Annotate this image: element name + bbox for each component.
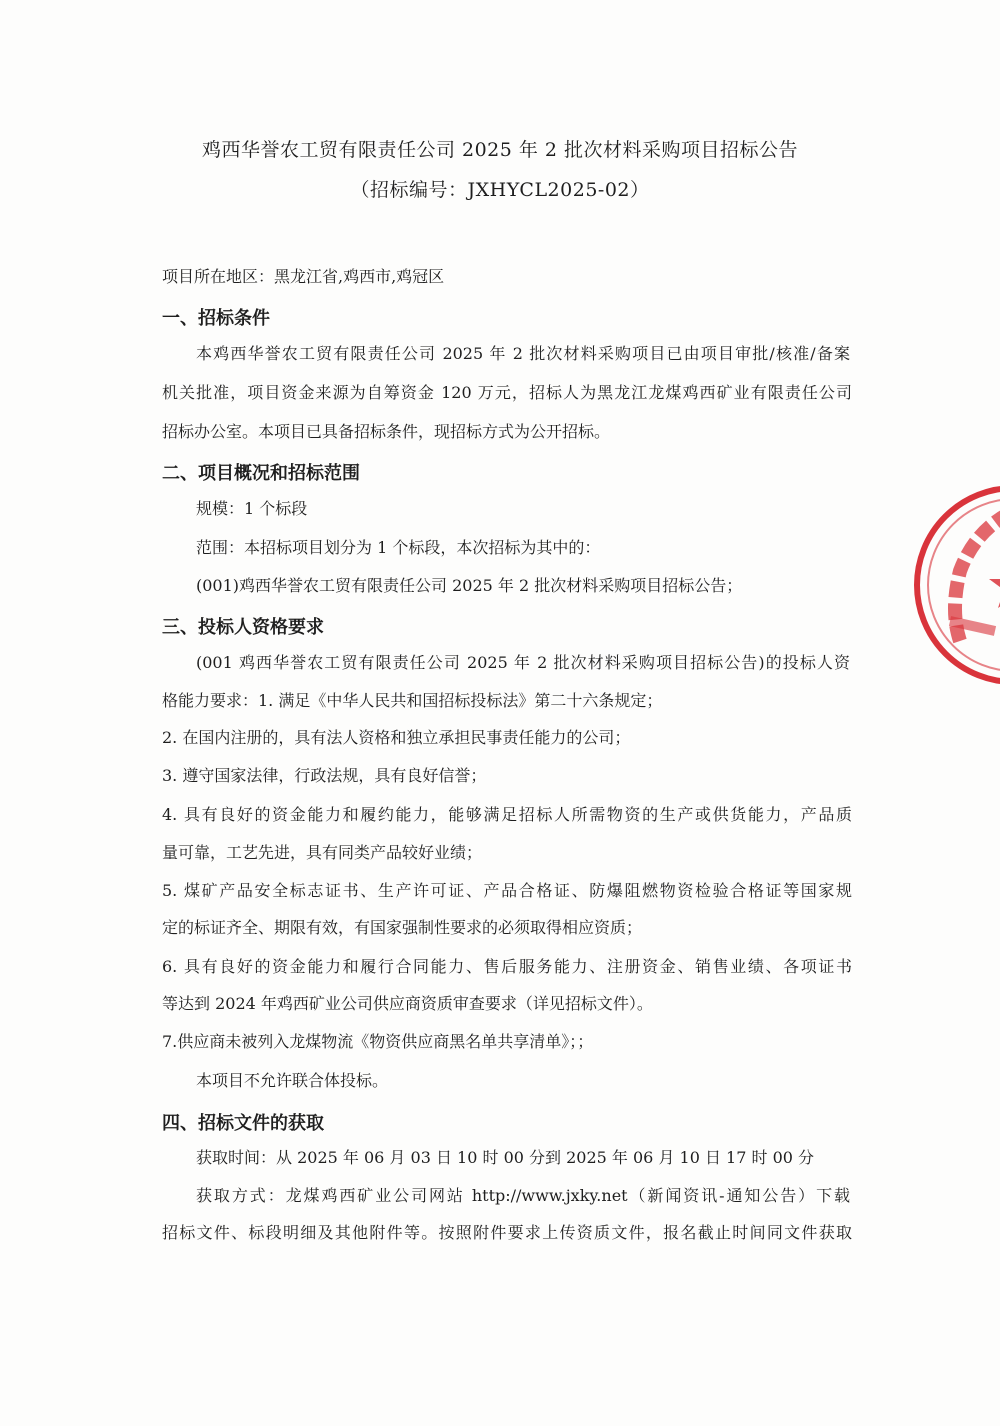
paragraph-line: 获取时间：从 2025 年 06 月 03 日 10 时 00 分到 2025 年 06 月 10 日 17 时 00 分 <box>196 1148 815 1167</box>
paragraph-line: 机关批准，项目资金来源为自筹资金 120 万元，招标人为黑龙江龙煤鸡西矿业有限责任公司 <box>162 383 852 402</box>
paragraph-line: 获取方式：龙煤鸡西矿业公司网站 http://www.jxky.net（新闻资讯-通知公告）下载 <box>196 1186 850 1205</box>
section-heading-project-scope: 二、项目概况和招标范围 <box>162 463 360 484</box>
paragraph-line: (001)鸡西华誉农工贸有限责任公司 2025 年 2 批次材料采购项目招标公告； <box>196 576 743 595</box>
paragraph-line: 本鸡西华誉农工贸有限责任公司 2025 年 2 批次材料采购项目已由项目审批/核准/备案 <box>196 344 850 363</box>
document-title: 鸡西华誉农工贸有限责任公司 2025 年 2 批次材料采购项目招标公告 <box>201 139 799 161</box>
official-seal <box>914 485 1000 685</box>
paragraph-line: 量可靠，工艺先进，具有同类产品较好业绩； <box>162 843 483 862</box>
section-heading-bidder-qualifications: 三、投标人资格要求 <box>162 617 324 638</box>
paragraph-line: 格能力要求：1. 满足《中华人民共和国招标投标法》第二十六条规定； <box>162 691 663 710</box>
project-location: 项目所在地区：黑龙江省,鸡西市,鸡冠区 <box>162 267 445 286</box>
paragraph-line: 规模：1 个标段 <box>196 499 308 518</box>
paragraph-line: 等达到 2024 年鸡西矿业公司供应商资质审查要求（详见招标文件）。 <box>162 994 653 1013</box>
section-heading-document-acquisition: 四、招标文件的获取 <box>162 1113 324 1134</box>
paragraph-line: 招标文件、标段明细及其他附件等。按照附件要求上传资质文件，报名截止时间同文件获取 <box>162 1223 852 1242</box>
paragraph-line: 2. 在国内注册的，具有法人资格和独立承担民事责任能力的公司； <box>162 728 631 747</box>
section-heading-tender-conditions: 一、招标条件 <box>162 308 270 329</box>
tender-number: （招标编号：JXHYCL2025-02） <box>350 179 650 201</box>
paragraph-line: 5. 煤矿产品安全标志证书、生产许可证、产品合格证、防爆阻燃物资检验合格证等国家规 <box>162 881 852 900</box>
paragraph-line: 3. 遵守国家法律，行政法规，具有良好信誉； <box>162 766 487 785</box>
paragraph-line: 7.供应商未被列入龙煤物流《物资供应商黑名单共享清单》；； <box>162 1032 594 1051</box>
paragraph-line: 范围：本招标项目划分为 1 个标段，本次招标为其中的： <box>196 538 601 557</box>
paragraph-line: 4. 具有良好的资金能力和履约能力，能够满足招标人所需物资的生产或供货能力，产品质 <box>162 805 852 824</box>
paragraph-line: 招标办公室。本项目已具备招标条件，现招标方式为公开招标。 <box>162 422 611 441</box>
paragraph-line: 定的标证齐全、期限有效，有国家强制性要求的必须取得相应资质； <box>162 918 643 937</box>
paragraph-line: 本项目不允许联合体投标。 <box>196 1071 389 1090</box>
paragraph-line: 6. 具有良好的资金能力和履行合同能力、售后服务能力、注册资金、销售业绩、各项证书 <box>162 957 852 976</box>
paragraph-line: (001 鸡西华誉农工贸有限责任公司 2025 年 2 批次材料采购项目招标公告)的投标人资 <box>196 653 850 672</box>
